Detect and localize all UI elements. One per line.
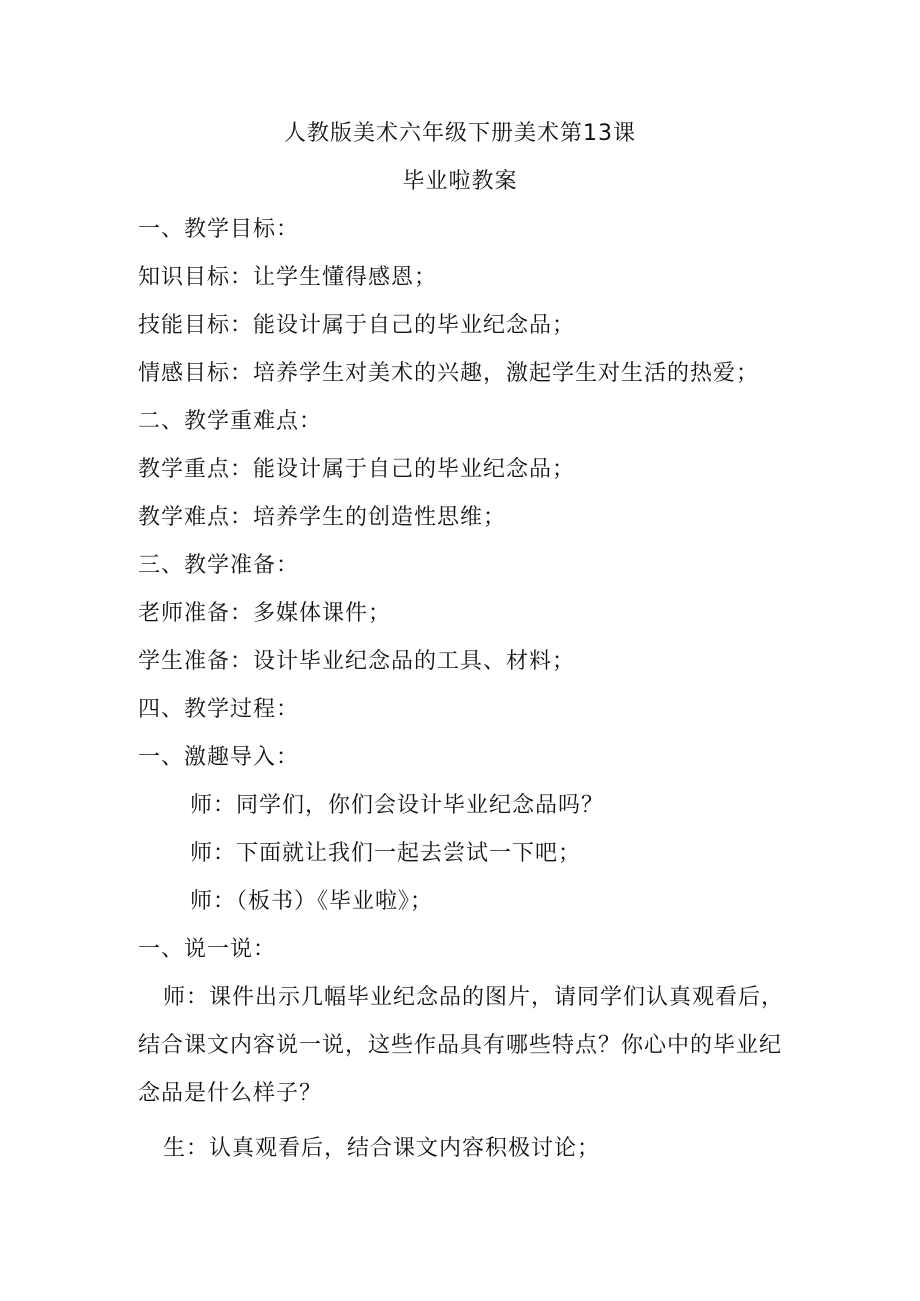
paragraph-skill-goal: 技能目标：能设计属于自己的毕业纪念品； bbox=[138, 313, 576, 338]
document-title: 人教版美术六年级下册美术第13课 bbox=[284, 121, 636, 146]
paragraph-emotion-goal: 情感目标：培养学生对美术的兴趣，激起学生对生活的热爱； bbox=[138, 361, 760, 386]
paragraph-teacher-question: 师：同学们，你们会设计毕业纪念品吗？ bbox=[190, 793, 605, 818]
paragraph-teacher-preparation: 老师准备：多媒体课件； bbox=[138, 601, 392, 626]
section-heading-key-points: 二、教学重难点： bbox=[138, 409, 323, 434]
subsection-heading-intro: 一、激趣导入： bbox=[138, 745, 300, 770]
paragraph-teacher-try: 师：下面就让我们一起去尝试一下吧； bbox=[190, 841, 582, 866]
paragraph-courseware-line1: 师：课件出示几幅毕业纪念品的图片，请同学们认真观看后， bbox=[163, 985, 785, 1010]
paragraph-courseware-line2: 结合课文内容说一说，这些作品具有哪些特点？你心中的毕业纪 bbox=[138, 1033, 783, 1058]
paragraph-teacher-board: 师：（板书）《毕业啦》； bbox=[190, 889, 434, 914]
paragraph-student-response: 生：认真观看后，结合课文内容积极讨论； bbox=[163, 1136, 601, 1161]
paragraph-difficulty: 教学难点：培养学生的创造性思维； bbox=[138, 505, 507, 530]
section-heading-objectives: 一、教学目标： bbox=[138, 217, 300, 242]
paragraph-knowledge-goal: 知识目标：让学生懂得感恩； bbox=[138, 265, 438, 290]
subsection-heading-discussion: 一、说一说： bbox=[138, 937, 277, 962]
section-heading-process: 四、教学过程： bbox=[138, 697, 300, 722]
document-subtitle: 毕业啦教案 bbox=[402, 169, 518, 194]
paragraph-courseware-line3: 念品是什么样子？ bbox=[138, 1081, 323, 1106]
section-heading-preparation: 三、教学准备： bbox=[138, 553, 300, 578]
paragraph-key-point: 教学重点：能设计属于自己的毕业纪念品； bbox=[138, 457, 576, 482]
paragraph-student-preparation: 学生准备：设计毕业纪念品的工具、材料； bbox=[138, 649, 576, 674]
